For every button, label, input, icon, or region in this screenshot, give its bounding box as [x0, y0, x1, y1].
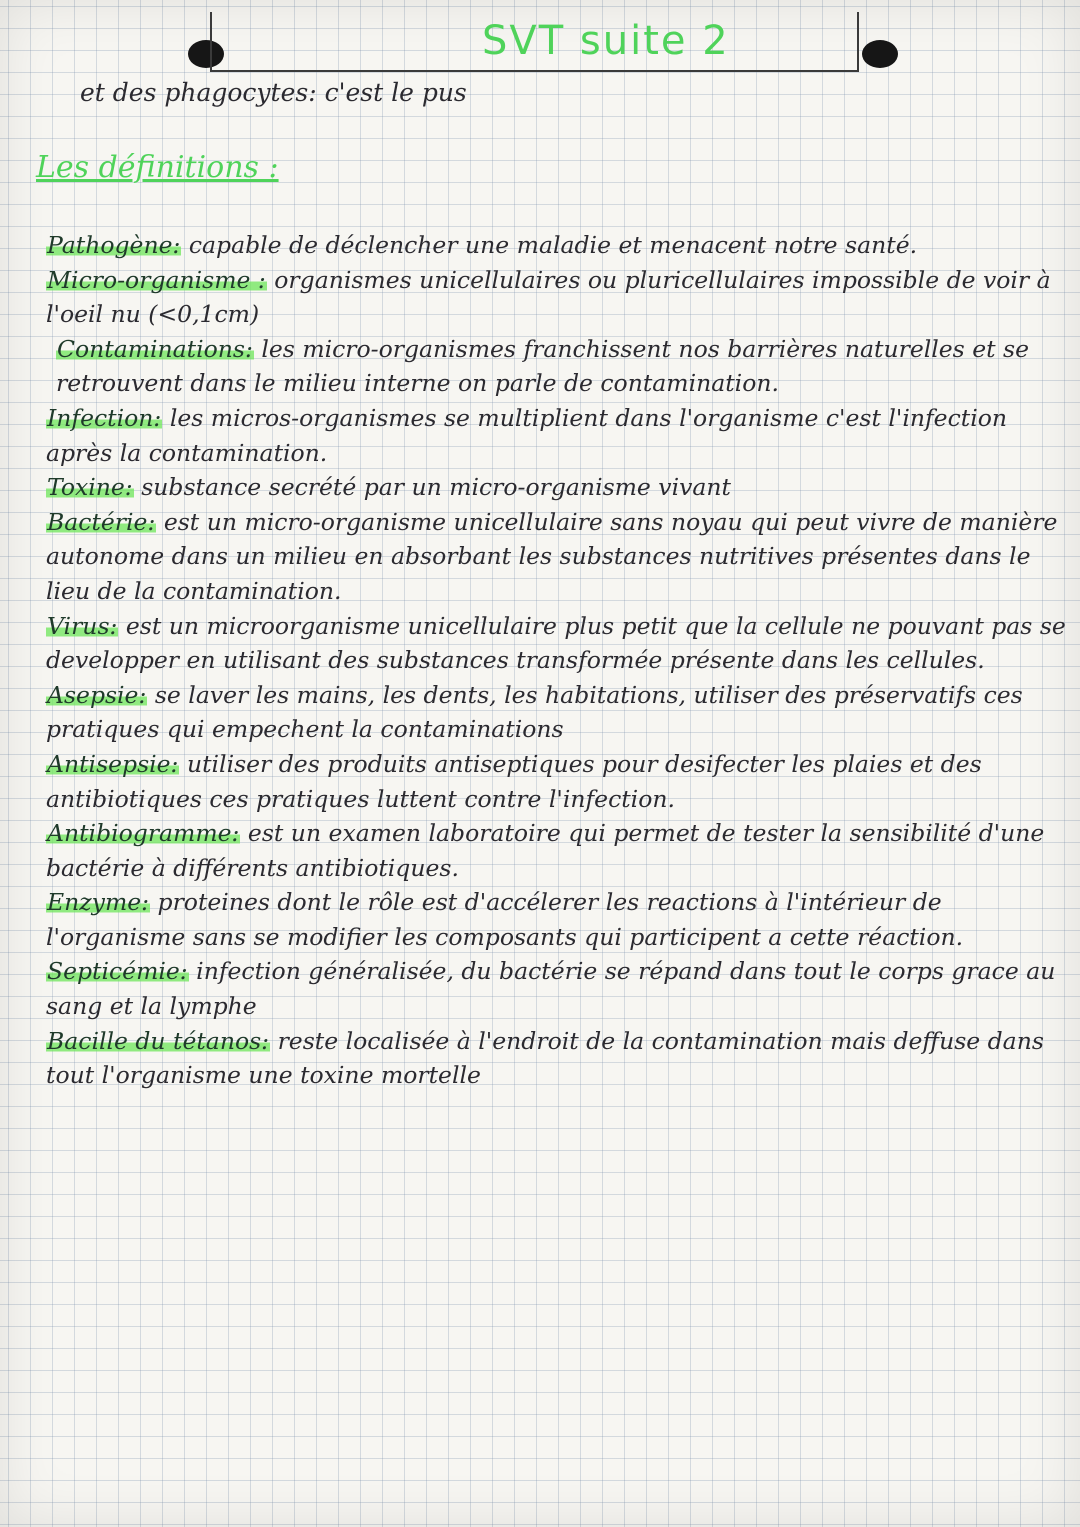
section-heading: Les définitions :: [36, 150, 279, 185]
definition-term: Asepsie:: [47, 680, 147, 709]
definition-term: Antibiogramme:: [47, 819, 240, 848]
definition-text: utiliser des produits antiseptiques pour desifecter les plaies et des antibiotiques ces pratiques luttent contre l'infection.: [46, 749, 982, 813]
definition-asepsie: [46, 678, 1071, 747]
definition-term: Infection:: [47, 403, 162, 432]
definition-text: les micros-organismes se multiplient dans l'organisme c'est l'infection après la contamination.: [46, 403, 1007, 467]
definition-toxine: [46, 470, 1071, 505]
definition-virus: [46, 609, 1071, 678]
definition-term: Contaminations:: [57, 334, 253, 363]
page-title: SVT suite 2: [482, 18, 730, 64]
definition-antibiogramme: [46, 816, 1071, 885]
definition-antisepsie: [46, 747, 1071, 816]
intro-line: et des phagocytes: c'est le pus: [80, 78, 467, 107]
definition-text: proteines dont le rôle est d'accélerer les reactions à l'intérieur de l'organisme sans se modifier les composants qui participent a cette réaction.: [46, 888, 964, 951]
definition-text: organismes unicellulaires ou pluricellulaires impossible de voir à l'oeil nu (<0,1cm): [46, 265, 1051, 329]
punch-hole-right: [862, 40, 898, 68]
definition-term: Virus:: [47, 611, 118, 640]
definition-infection: [46, 401, 1071, 470]
definition-enzyme: [46, 885, 1071, 954]
definition-term: Septicémie:: [47, 957, 188, 986]
definition-contaminations: [46, 332, 1071, 401]
definition-bacterie: [46, 505, 1071, 609]
definition-text: est un micro-organisme unicellulaire sans noyau qui peut vivre de manière autonome dans un milieu en absorbant les substances nutritives présentes dans le lieu de la contamination.: [46, 507, 1058, 605]
definitions-list: [46, 228, 1071, 1093]
definition-bacille-du-tetanos: [46, 1024, 1071, 1093]
definition-term: Toxine:: [47, 473, 133, 502]
definition-text: les micro-organismes franchissent nos barrières naturelles et se retrouvent dans le milieu interne on parle de contamination.: [56, 334, 1029, 398]
definition-septicemie: [46, 954, 1071, 1023]
definition-text: se laver les mains, les dents, les habitations, utiliser des préservatifs ces pratiques qui empechent la contaminations: [46, 680, 1023, 744]
definition-text: reste localisée à l'endroit de la contamination mais deffuse dans tout l'organisme une toxine mortelle: [46, 1026, 1044, 1090]
title-frame: [210, 12, 859, 72]
definition-term: Bactérie:: [47, 507, 156, 536]
definition-text: capable de déclencher une maladie et menacent notre santé.: [181, 231, 918, 259]
definition-text: infection généralisée, du bactérie se répand dans tout le corps grace au sang et la lymphe: [46, 957, 1056, 1021]
definition-term: Pathogène:: [47, 231, 181, 259]
definition-pathogene: [46, 228, 1071, 263]
definition-text: substance secrété par un micro-organisme vivant: [133, 473, 731, 502]
definition-text: est un examen laboratoire qui permet de tester la sensibilité d'une bactérie à différents antibiotiques.: [46, 819, 1045, 882]
definition-term: Micro-organisme :: [47, 265, 266, 294]
definition-term: Bacille du tétanos:: [47, 1026, 270, 1055]
definition-micro-organisme: [46, 263, 1071, 332]
definition-term: Enzyme:: [47, 888, 150, 917]
definition-text: est un microorganisme unicellulaire plus petit que la cellule ne pouvant pas se developper en utilisant des substances transformée présente dans les cellules.: [46, 611, 1066, 675]
definition-term: Antisepsie:: [47, 749, 179, 778]
